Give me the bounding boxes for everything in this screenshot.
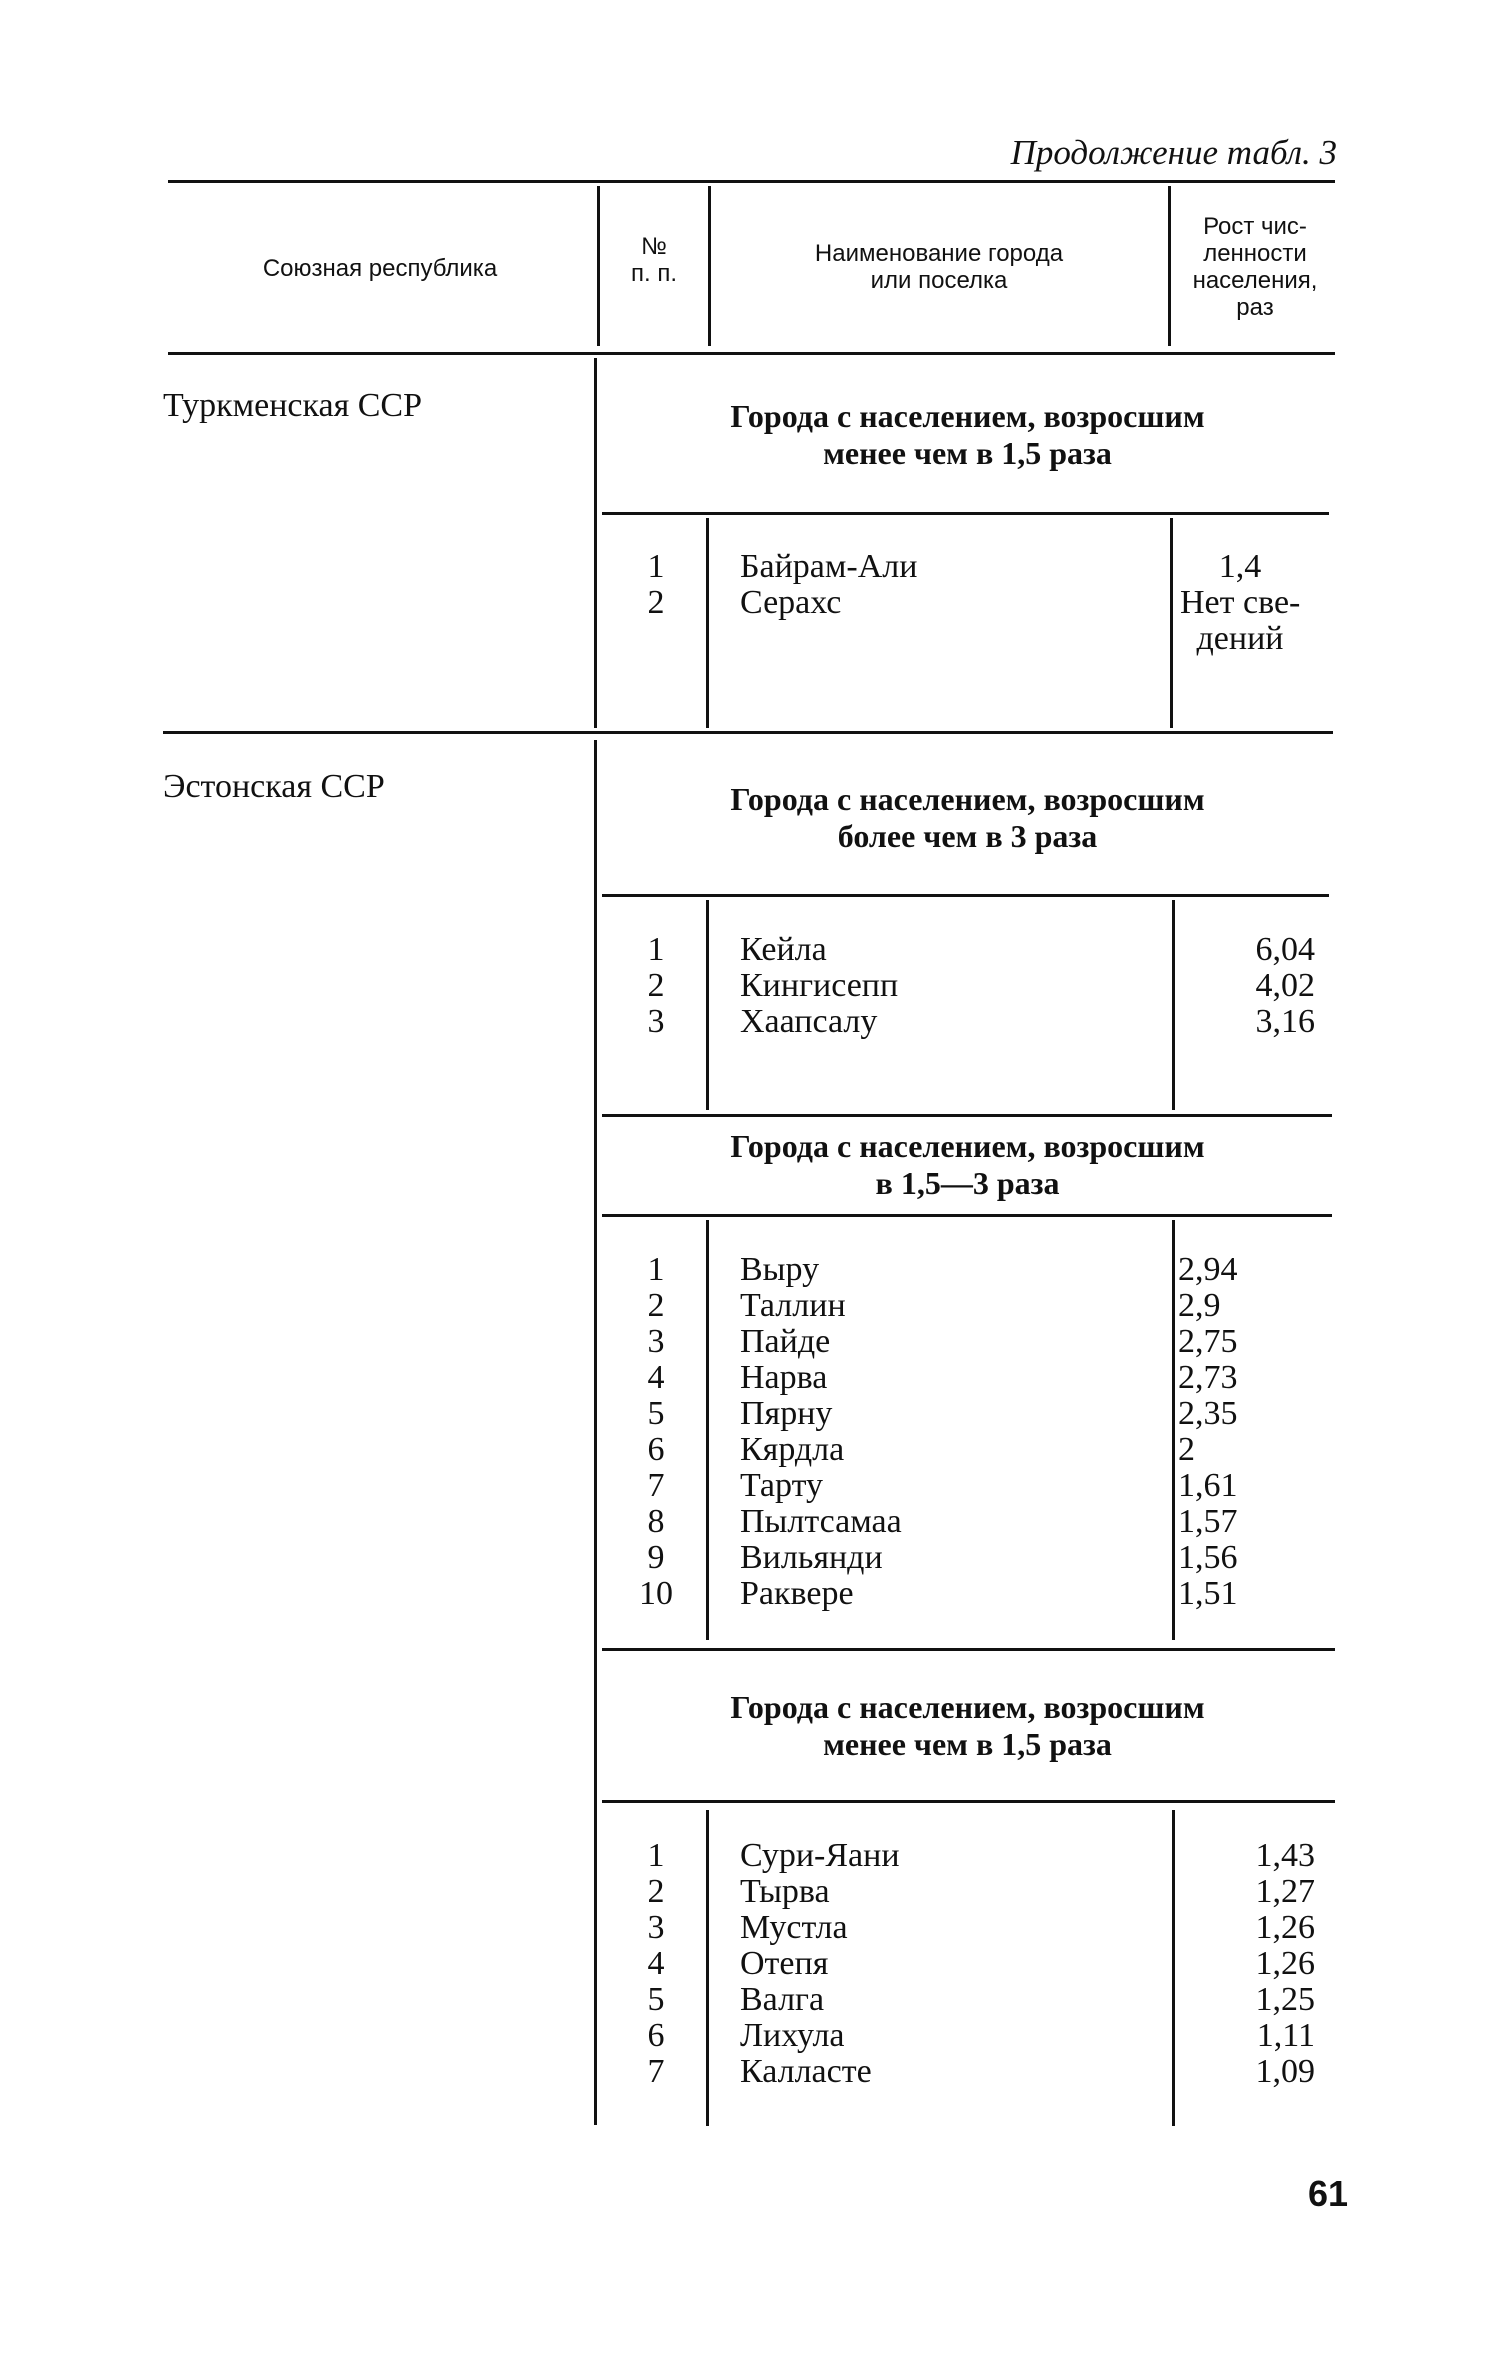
- header-divider-3: [1168, 186, 1171, 346]
- header-divider-2: [708, 186, 711, 346]
- header-city-name: [714, 240, 1164, 294]
- row-number: 2: [647, 1873, 665, 1910]
- col-divider-2: [1170, 518, 1173, 728]
- growth-value: 1,4: [1218, 548, 1262, 585]
- row-number: 3: [647, 1323, 665, 1360]
- growth-value: 2: [1178, 1431, 1195, 1468]
- col-divider-2: [1172, 900, 1175, 1110]
- header-number-line2: п. п.: [631, 260, 677, 287]
- growth-value: 1,26: [1255, 1909, 1315, 1946]
- row-number: 7: [647, 1467, 665, 1504]
- city-name: Мустла: [740, 1909, 848, 1946]
- growth-value: 2,75: [1178, 1323, 1238, 1360]
- city-column: [740, 1252, 902, 1612]
- section-separator: [163, 731, 1333, 734]
- group-rule: [602, 894, 1329, 897]
- city-name: Хаапсалу: [740, 1003, 878, 1040]
- group-title: [600, 781, 1335, 855]
- growth-value: 2,94: [1178, 1251, 1238, 1288]
- row-number: 1: [647, 1837, 665, 1874]
- row-number: 1: [647, 931, 665, 968]
- header-growth-line3: населения,: [1192, 267, 1318, 294]
- growth-value: 1,56: [1178, 1539, 1238, 1576]
- city-name: Вильянди: [740, 1539, 883, 1576]
- section-left-rule: [594, 740, 597, 2125]
- city-name: Раквере: [740, 1575, 854, 1612]
- growth-value: 1,26: [1255, 1945, 1315, 1982]
- city-name: Пылтсамаа: [740, 1503, 902, 1540]
- group-title-line2: в 1,5—3 раза: [875, 1165, 1060, 1201]
- table-caption: Продолжение табл. 3: [1010, 133, 1337, 172]
- growth-column: [1178, 1252, 1313, 1612]
- group-title-line1: Города с населением, возросшим: [730, 398, 1205, 434]
- republic-name: Эстонская ССР: [163, 768, 385, 805]
- row-number: 3: [647, 1909, 665, 1946]
- header-city-name-line2: или поселка: [870, 267, 1008, 294]
- col-divider-2: [1172, 1220, 1175, 1640]
- growth-value: 4,02: [1255, 967, 1315, 1004]
- header-divider-1: [597, 186, 600, 346]
- city-name: Тырва: [740, 1873, 830, 1910]
- row-number: 5: [647, 1981, 665, 2018]
- header-republic: Союзная республика: [262, 255, 498, 282]
- city-name: Выру: [740, 1251, 820, 1288]
- group-title-line2: более чем в 3 раза: [837, 818, 1098, 854]
- row-number: 7: [647, 2053, 665, 2090]
- group-title: [600, 1689, 1335, 1763]
- growth-value: 1,25: [1255, 1981, 1315, 2018]
- city-name: Кярдла: [740, 1431, 845, 1468]
- row-number: 2: [647, 967, 665, 1004]
- group-title-line2: менее чем в 1,5 раза: [823, 1726, 1112, 1762]
- header-top-rule: [168, 180, 1335, 183]
- group-rule: [602, 512, 1329, 515]
- growth-value: Нет све-: [1180, 584, 1301, 621]
- col-divider-1: [706, 518, 709, 728]
- number-column: [620, 932, 692, 1040]
- row-number: 4: [647, 1359, 665, 1396]
- group-title-line2: менее чем в 1,5 раза: [823, 435, 1112, 471]
- growth-value: 2,73: [1178, 1359, 1238, 1396]
- growth-column: [1180, 932, 1315, 1040]
- group-rule: [602, 1214, 1332, 1217]
- row-number: 5: [647, 1395, 665, 1432]
- growth-value: 1,43: [1255, 1837, 1315, 1874]
- city-column: [740, 932, 898, 1040]
- header-number-line1: №: [641, 233, 667, 260]
- growth-column: [1180, 1838, 1315, 2090]
- growth-value: 1,11: [1256, 2017, 1315, 2054]
- republic-name: Туркменская ССР: [163, 387, 422, 424]
- row-number: 2: [647, 584, 665, 621]
- city-name: Пайде: [740, 1323, 831, 1360]
- growth-column: [1180, 549, 1300, 657]
- header-bottom-rule: [168, 352, 1335, 355]
- row-number: 4: [647, 1945, 665, 1982]
- header-growth: [1174, 213, 1336, 321]
- page-number: 61: [1307, 2173, 1348, 2214]
- city-name: Пярну: [740, 1395, 833, 1432]
- city-name: Лихула: [740, 2017, 845, 2054]
- city-name: Нарва: [740, 1359, 828, 1396]
- growth-value: 3,16: [1255, 1003, 1315, 1040]
- city-name: Байрам-Али: [740, 548, 918, 585]
- group-title: [600, 398, 1335, 472]
- city-name: Серахс: [740, 584, 842, 621]
- number-column: [620, 1252, 692, 1612]
- city-name: Кингисепп: [740, 967, 899, 1004]
- row-number: 9: [647, 1539, 665, 1576]
- city-name: Сури-Яани: [740, 1837, 900, 1874]
- growth-value: 6,04: [1255, 931, 1315, 968]
- row-number: 10: [639, 1575, 673, 1612]
- group-title-line1: Города с населением, возросшим: [730, 1128, 1205, 1164]
- col-divider-2: [1172, 1810, 1175, 2126]
- growth-value: 1,57: [1178, 1503, 1238, 1540]
- group-title-line1: Города с населением, возросшим: [730, 781, 1205, 817]
- growth-value: 1,09: [1255, 2053, 1315, 2090]
- row-number: 1: [647, 548, 665, 585]
- city-name: Кейла: [740, 931, 827, 968]
- city-name: Отепя: [740, 1945, 829, 1982]
- city-name: Тарту: [740, 1467, 823, 1504]
- header-number: [603, 233, 705, 287]
- group-title-line1: Города с населением, возросшим: [730, 1689, 1205, 1725]
- city-name: Таллин: [740, 1287, 846, 1324]
- row-number: 6: [647, 2017, 665, 2054]
- number-column: [620, 1838, 692, 2090]
- header-growth-line4: раз: [1236, 294, 1274, 321]
- row-number: 1: [647, 1251, 665, 1288]
- growth-value: 1,61: [1178, 1467, 1238, 1504]
- city-column: [740, 549, 917, 621]
- col-divider-1: [706, 1810, 709, 2126]
- group-title: [600, 1128, 1335, 1202]
- group-rule: [602, 1648, 1335, 1651]
- growth-value: 1,27: [1255, 1873, 1315, 1910]
- header-growth-line1: Рост чис-: [1203, 213, 1307, 240]
- group-rule: [602, 1800, 1335, 1803]
- city-column: [740, 1838, 900, 2090]
- header-growth-line2: ленности: [1203, 240, 1307, 267]
- row-number: 2: [647, 1287, 665, 1324]
- growth-value: 1,51: [1178, 1575, 1238, 1612]
- row-number: 8: [647, 1503, 665, 1540]
- city-name: Валга: [740, 1981, 825, 2018]
- growth-value: 2,35: [1178, 1395, 1238, 1432]
- row-number: 3: [647, 1003, 665, 1040]
- header-city-name-line1: Наименование города: [814, 240, 1064, 267]
- number-column: [620, 549, 692, 621]
- section-left-rule: [594, 358, 597, 728]
- row-number: 6: [647, 1431, 665, 1468]
- growth-value-continued: дений: [1196, 620, 1284, 657]
- growth-value: 2,9: [1178, 1287, 1221, 1324]
- col-divider-1: [706, 900, 709, 1110]
- group-rule: [602, 1114, 1332, 1117]
- city-name: Калласте: [740, 2053, 872, 2090]
- col-divider-1: [706, 1220, 709, 1640]
